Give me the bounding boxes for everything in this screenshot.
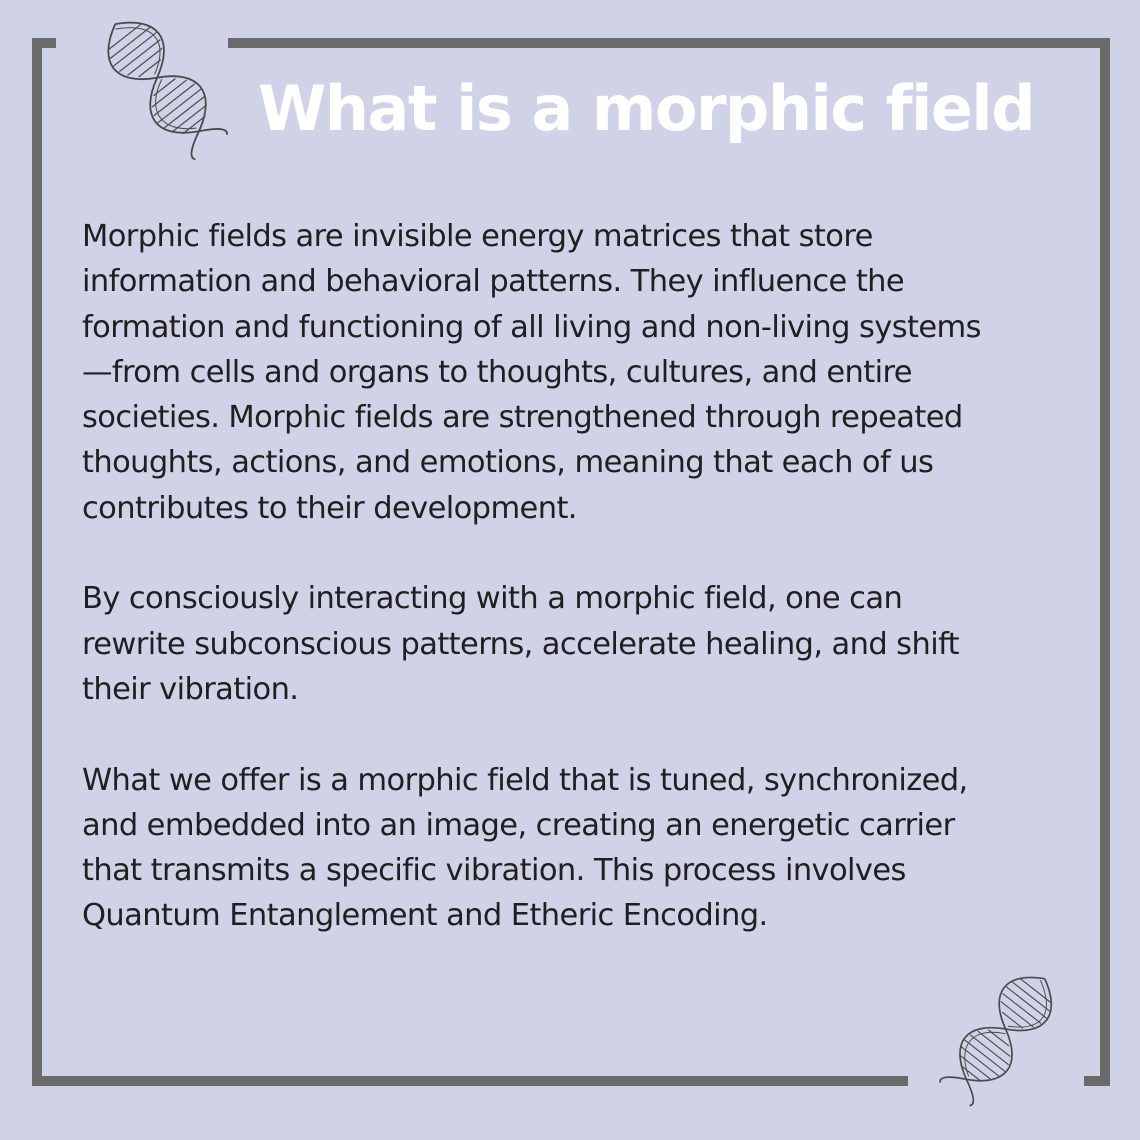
text-line: —from cells and organs to thoughts, cultures, and entire — [82, 354, 912, 390]
frame-bottom-edge — [32, 1076, 908, 1086]
text-line: information and behavioral patterns. They influence the — [82, 264, 905, 300]
text-line: What we offer is a morphic field that is tuned, synchronized, — [82, 762, 968, 798]
frame-left-edge — [32, 38, 42, 1086]
frame-top-edge — [228, 38, 1110, 48]
text-line: contributes to their development. — [82, 490, 577, 526]
text-line: thoughts, actions, and emotions, meaning that each of us — [82, 445, 934, 481]
frame-bottom-right-stub — [1084, 1076, 1110, 1086]
text-line: formation and functioning of all living and non-living systems — [82, 309, 981, 345]
dna-helix-icon — [926, 960, 1076, 1110]
text-line: By consciously interacting with a morphic field, one can — [82, 581, 903, 617]
page-title: What is a morphic field — [258, 72, 1035, 145]
paragraph-interaction — [82, 576, 1072, 712]
text-line: their vibration. — [82, 671, 299, 707]
text-line: Morphic fields are invisible energy matrices that store — [82, 219, 873, 254]
frame-right-edge — [1100, 38, 1110, 1086]
text-line: that transmits a specific vibration. This process involves — [82, 853, 906, 889]
text-line: Quantum Entanglement and Etheric Encoding. — [82, 898, 768, 934]
text-line: societies. Morphic fields are strengthened through repeated — [82, 400, 963, 436]
text-line: and embedded into an image, creating an energetic carrier — [82, 807, 955, 843]
body-text — [82, 214, 1072, 984]
text-line: rewrite subconscious patterns, accelerate healing, and shift — [82, 626, 960, 662]
paragraph-offer — [82, 758, 1072, 939]
paragraph-definition — [82, 214, 1072, 531]
dna-helix-icon — [82, 4, 242, 164]
